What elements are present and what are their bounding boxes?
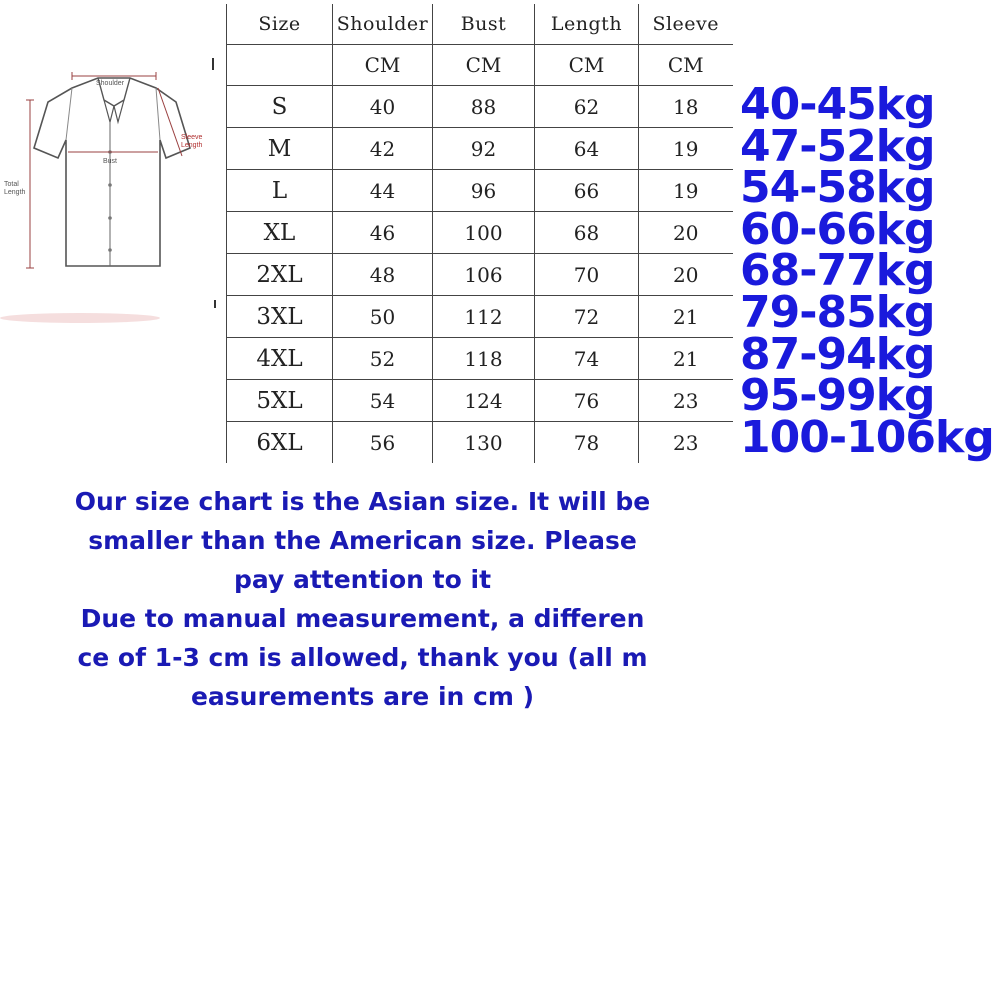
weight-range: 47-52kg <box>740 120 935 172</box>
table-row <box>227 422 733 464</box>
size-cell: L <box>227 170 333 212</box>
measurement-cell: 112 <box>433 296 535 338</box>
unit-cell: CM <box>535 45 639 86</box>
edge-tick-mark <box>212 58 214 70</box>
size-notice <box>40 482 685 716</box>
table-row <box>227 170 733 212</box>
measurement-cell: 19 <box>639 170 733 212</box>
weight-range: 95-99kg <box>740 370 935 422</box>
measurement-cell: 74 <box>535 338 639 380</box>
table-row <box>227 254 733 296</box>
unit-cell: CM <box>639 45 733 86</box>
measurement-cell: 106 <box>433 254 535 296</box>
notice-line: ce of 1-3 cm is allowed, thank you (all m <box>77 643 648 672</box>
measurement-cell: 68 <box>535 212 639 254</box>
measurement-cell: 52 <box>333 338 433 380</box>
unit-cell: CM <box>333 45 433 86</box>
total-label: Total <box>4 181 19 188</box>
notice-line: easurements are in cm ) <box>190 682 535 711</box>
total-length-label: Length <box>4 189 26 196</box>
measurement-cell: 21 <box>639 338 733 380</box>
weight-range: 60-66kg <box>740 203 935 255</box>
measurement-cell: 76 <box>535 380 639 422</box>
measurement-cell: 20 <box>639 212 733 254</box>
header-shoulder: Shoulder <box>333 4 433 45</box>
notice-line: Our size chart is the Asian size. It will be <box>74 487 651 516</box>
sleeve-length-label: Length <box>181 142 203 149</box>
size-cell: XL <box>227 212 333 254</box>
notice-line: smaller than the American size. Please <box>88 526 637 555</box>
measurement-cell: 18 <box>639 86 733 128</box>
weight-range: 100-106kg <box>740 411 994 463</box>
size-cell: 2XL <box>227 254 333 296</box>
table-row <box>227 212 733 254</box>
shoulder-label: Shoulder <box>96 80 125 87</box>
table-header-row <box>227 4 733 45</box>
measurement-cell: 88 <box>433 86 535 128</box>
table-row <box>227 86 733 128</box>
size-cell: 5XL <box>227 380 333 422</box>
measurement-cell: 70 <box>535 254 639 296</box>
measurement-cell: 54 <box>333 380 433 422</box>
table-row <box>227 128 733 170</box>
shirt-measurement-diagram <box>0 60 222 330</box>
weight-range: 79-85kg <box>740 286 935 338</box>
weight-range: 54-58kg <box>740 162 935 214</box>
measurement-cell: 46 <box>333 212 433 254</box>
measurement-cell: 62 <box>535 86 639 128</box>
bust-label: Bust <box>103 158 118 165</box>
header-length: Length <box>535 4 639 45</box>
header-sleeve: Sleeve <box>639 4 733 45</box>
unit-cell: CM <box>433 45 535 86</box>
measurement-cell: 100 <box>433 212 535 254</box>
measurement-cell: 56 <box>333 422 433 464</box>
table-body <box>227 45 733 464</box>
edge-tick-mark <box>214 300 216 308</box>
header-size: Size <box>227 4 333 45</box>
measurement-cell: 44 <box>333 170 433 212</box>
table-row <box>227 296 733 338</box>
weight-range: 40-45kg <box>740 79 935 130</box>
table-row <box>227 380 733 422</box>
measurement-cell: 78 <box>535 422 639 464</box>
measurement-cell: 64 <box>535 128 639 170</box>
size-cell: 4XL <box>227 338 333 380</box>
measurement-cell: 20 <box>639 254 733 296</box>
measurement-cell: 96 <box>433 170 535 212</box>
size-chart-table <box>226 4 733 463</box>
size-cell: 3XL <box>227 296 333 338</box>
measurement-cell: 23 <box>639 380 733 422</box>
weight-range: 68-77kg <box>740 245 935 297</box>
size-cell: M <box>227 128 333 170</box>
size-cell: S <box>227 86 333 128</box>
weight-range-list <box>740 79 995 463</box>
measurement-cell: 42 <box>333 128 433 170</box>
measurement-cell: 21 <box>639 296 733 338</box>
sleeve-label: Sleeve <box>181 134 203 141</box>
notice-line: Due to manual measurement, a differen <box>80 604 645 633</box>
weight-range: 87-94kg <box>740 328 935 380</box>
unit-cell <box>227 45 333 86</box>
measurement-cell: 48 <box>333 254 433 296</box>
unit-row <box>227 45 733 86</box>
table-row <box>227 338 733 380</box>
measurement-cell: 92 <box>433 128 535 170</box>
measurement-cell: 19 <box>639 128 733 170</box>
measurement-cell: 118 <box>433 338 535 380</box>
notice-line: pay attention to it <box>233 565 492 594</box>
measurement-cell: 23 <box>639 422 733 464</box>
measurement-cell: 124 <box>433 380 535 422</box>
measurement-cell: 72 <box>535 296 639 338</box>
size-cell: 6XL <box>227 422 333 464</box>
measurement-cell: 50 <box>333 296 433 338</box>
shirt-outline-drawing <box>0 60 222 330</box>
header-bust: Bust <box>433 4 535 45</box>
measurement-cell: 130 <box>433 422 535 464</box>
measurement-cell: 40 <box>333 86 433 128</box>
measurement-cell: 66 <box>535 170 639 212</box>
